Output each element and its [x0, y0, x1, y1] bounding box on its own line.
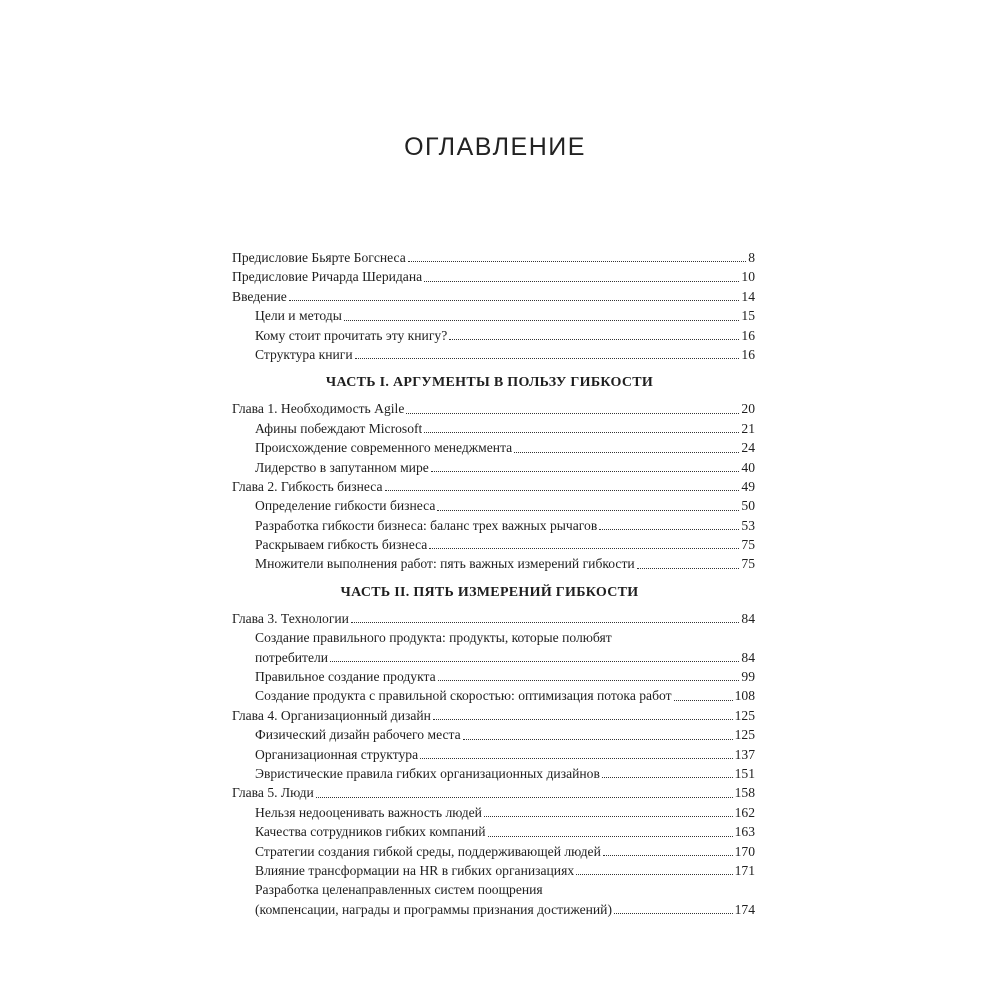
toc-section-entry — [232, 628, 755, 667]
page-number: 14 — [741, 288, 755, 304]
toc-entry-label: Определение гибкости бизнеса — [255, 498, 436, 514]
part-2-heading: ЧАСТЬ II. ПЯТЬ ИЗМЕРЕНИЙ ГИБКОСТИ — [340, 584, 639, 600]
toc-section-entry — [232, 419, 755, 438]
page-number: 8 — [748, 249, 755, 265]
toc-chapter-entry — [232, 287, 755, 306]
toc-chapter-entry — [232, 399, 755, 418]
toc-section-entry — [232, 861, 755, 880]
dot-leader — [637, 567, 740, 569]
toc-entry-label: Афины побеждают Microsoft — [255, 420, 423, 436]
toc-section-entry — [232, 326, 755, 345]
dot-leader — [344, 319, 740, 321]
toc-entry-label: Разработка гибкости бизнеса: баланс трех важных рычагов — [255, 517, 598, 533]
dot-leader — [437, 509, 739, 511]
dot-leader — [429, 547, 739, 549]
toc-section-entry — [232, 745, 755, 764]
toc-entry-label: Эвристические правила гибких организационных дизайнов — [255, 765, 600, 781]
dot-leader — [576, 873, 732, 875]
toc-entry-label: Влияние трансформации на HR в гибких организациях — [255, 862, 575, 878]
dot-leader — [599, 528, 739, 530]
toc-chapter-entry — [232, 267, 755, 286]
dot-leader — [514, 451, 739, 453]
page-number: 163 — [734, 824, 755, 840]
toc-entry-label: Правильное создание продукта — [255, 669, 436, 685]
page-number: 75 — [741, 556, 755, 572]
toc-section-entry — [232, 822, 755, 841]
toc-entry-label: Структура книги — [255, 346, 353, 362]
toc-chapter-entry — [232, 609, 755, 628]
toc-entry-label: Стратегии создания гибкой среды, поддерживающей людей — [255, 843, 601, 859]
page-title: ОГЛАВЛЕНИЕ — [404, 132, 586, 161]
dot-leader — [603, 854, 733, 856]
toc-entry-label: Глава 1. Необходимость Agile — [232, 401, 405, 417]
toc-section-entry — [232, 306, 755, 325]
dot-leader — [431, 470, 740, 472]
page-number: 151 — [734, 765, 755, 781]
toc-entry-label: Предисловие Бьярте Богснеса — [232, 249, 406, 265]
toc-section-entry — [232, 686, 755, 705]
page-number: 16 — [741, 327, 755, 343]
dot-leader — [449, 338, 739, 340]
page-number: 108 — [734, 688, 755, 704]
page-number: 24 — [741, 440, 755, 456]
dot-leader — [316, 796, 733, 798]
dot-leader — [488, 835, 733, 837]
toc-entry-label: Кому стоит прочитать эту книгу? — [255, 327, 448, 343]
toc-entry-label: Происхождение современного менеджмента — [255, 440, 513, 456]
page-number: 50 — [741, 498, 755, 514]
toc-section-entry — [232, 535, 755, 554]
page-number: 15 — [741, 308, 755, 324]
page-number: 49 — [741, 478, 755, 494]
page-number: 20 — [741, 401, 755, 417]
toc-entry-label-continued: (компенсации, награды и программы признания достижений) — [255, 901, 612, 917]
toc-chapter-entry — [232, 706, 755, 725]
toc-section-entry — [232, 438, 755, 457]
page-number: 10 — [741, 269, 755, 285]
dot-leader — [330, 660, 739, 662]
toc-entry-label: Разработка целенаправленных систем поощрения — [255, 882, 543, 898]
dot-leader — [385, 489, 740, 491]
page-number: 21 — [741, 420, 755, 436]
front-matter-list — [232, 248, 755, 364]
page-number: 171 — [734, 862, 755, 878]
page-number: 16 — [741, 346, 755, 362]
toc-section-entry — [232, 554, 755, 573]
page-number: 84 — [741, 610, 755, 626]
page-number: 162 — [734, 804, 755, 820]
page-number: 99 — [741, 669, 755, 685]
toc-entry-label: Раскрываем гибкость бизнеса — [255, 537, 428, 553]
toc-entry-label: Создание продукта с правильной скоростью: оптимизация потока работ — [255, 688, 672, 704]
toc-entry-label: Создание правильного продукта: продукты, которые полюбят — [255, 630, 612, 646]
dot-leader — [614, 912, 733, 914]
dot-leader — [351, 621, 739, 623]
toc-section-entry — [232, 764, 755, 783]
toc-section-entry — [232, 880, 755, 919]
page-number: 40 — [741, 459, 755, 475]
dot-leader — [424, 280, 739, 282]
toc-chapter-entry — [232, 477, 755, 496]
toc-section-entry — [232, 516, 755, 535]
page-number: 84 — [741, 649, 755, 665]
toc-entry-label: Множители выполнения работ: пять важных измерений гибкости — [255, 556, 635, 572]
toc-entry-label: Лидерство в запутанном мире — [255, 459, 429, 475]
toc-section-entry — [232, 458, 755, 477]
toc-entry-label: Глава 2. Гибкость бизнеса — [232, 478, 383, 494]
page-number: 125 — [734, 707, 755, 723]
part-1-list — [232, 399, 755, 574]
page-number: 137 — [734, 746, 755, 762]
page-number: 170 — [734, 843, 755, 859]
toc-entry-label: Качества сотрудников гибких компаний — [255, 824, 486, 840]
toc-entry-label: Глава 3. Технологии — [232, 610, 349, 626]
toc-section-entry — [232, 496, 755, 515]
dot-leader — [674, 699, 733, 701]
toc-section-entry — [232, 842, 755, 861]
dot-leader — [408, 260, 746, 262]
toc-chapter-entry — [232, 783, 755, 802]
toc-entry-label: Введение — [232, 288, 287, 304]
dot-leader — [420, 757, 732, 759]
page-number: 75 — [741, 537, 755, 553]
dot-leader — [406, 412, 739, 414]
dot-leader — [355, 357, 740, 359]
toc-entry-label: Цели и методы — [255, 308, 342, 324]
part-2-list — [232, 609, 755, 919]
toc-entry-label-continued: потребители — [255, 649, 329, 665]
toc-chapter-entry — [232, 248, 755, 267]
toc-entry-label: Физический дизайн рабочего места — [255, 727, 461, 743]
dot-leader — [438, 679, 740, 681]
toc-section-entry — [232, 345, 755, 364]
toc-entry-label: Предисловие Ричарда Шеридана — [232, 269, 423, 285]
toc-entry-label: Глава 5. Люди — [232, 785, 314, 801]
toc-section-entry — [232, 725, 755, 744]
page-number: 174 — [734, 901, 755, 917]
page-number: 125 — [734, 727, 755, 743]
toc-entry-label: Глава 4. Организационный дизайн — [232, 707, 431, 723]
toc-entry-label: Нельзя недооценивать важность людей — [255, 804, 482, 820]
table-of-contents — [232, 248, 755, 919]
page-number: 53 — [741, 517, 755, 533]
toc-section-entry — [232, 667, 755, 686]
page-number: 158 — [734, 785, 755, 801]
dot-leader — [463, 738, 733, 740]
toc-section-entry — [232, 803, 755, 822]
dot-leader — [424, 431, 739, 433]
part-1-heading: ЧАСТЬ I. АРГУМЕНТЫ В ПОЛЬЗУ ГИБКОСТИ — [325, 375, 654, 391]
dot-leader — [289, 299, 740, 301]
toc-entry-label: Организационная структура — [255, 746, 419, 762]
dot-leader — [602, 776, 733, 778]
dot-leader — [433, 718, 733, 720]
dot-leader — [484, 815, 733, 817]
